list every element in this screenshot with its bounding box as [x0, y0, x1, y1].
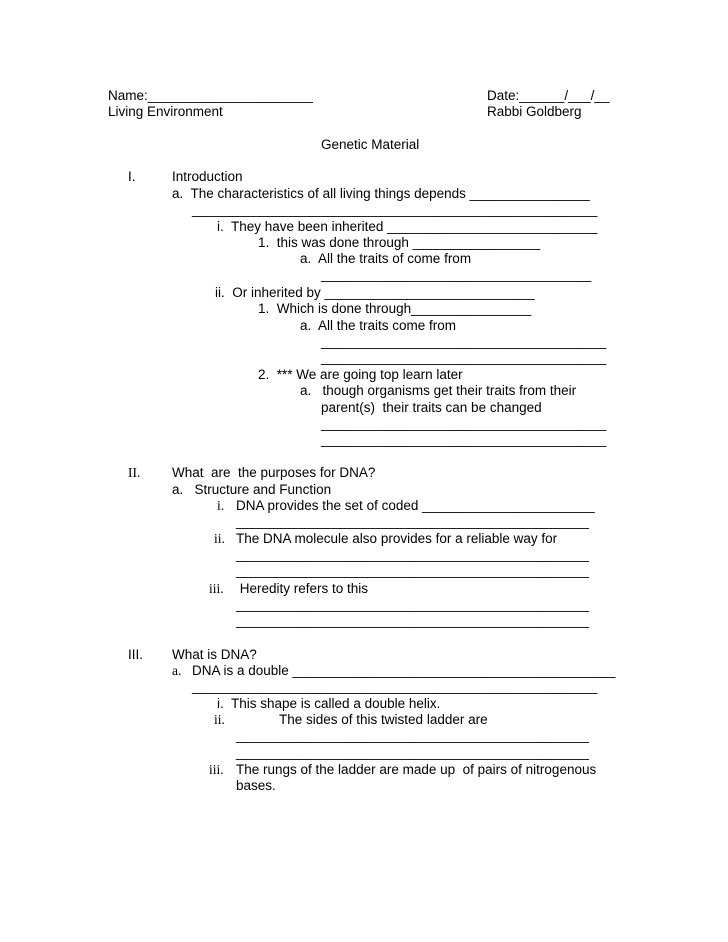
section-2-item-a: a. Structure and Function: [172, 482, 332, 497]
section-2-numeral: II.: [128, 465, 141, 480]
section-3-heading: What is DNA?: [172, 647, 257, 662]
section-3-item-iii-numeral: iii.: [209, 762, 224, 777]
section-2-item-i-blank: _______________________________________________: [236, 514, 589, 529]
section-1-item-i: i. They have been inherited ____________________________: [217, 219, 598, 234]
section-1-item-a-blank: ______________________________________________________: [192, 202, 598, 217]
section-3-item-ii-blank-2: _______________________________________________: [236, 745, 589, 760]
section-2-item-iii-numeral: iii.: [209, 581, 224, 596]
section-2-heading: What are the purposes for DNA?: [172, 465, 376, 480]
name-field: Name:______________________: [108, 88, 313, 103]
section-1-item-ii-2: 2. *** We are going top learn later: [258, 367, 463, 382]
section-1-item-ii-2-a: a. though organisms get their traits from their: [300, 383, 577, 398]
section-1-item-ii-1-a-blank-1: ______________________________________: [321, 334, 607, 349]
teacher-name: Rabbi Goldberg: [487, 104, 582, 119]
section-2-item-ii-numeral: ii.: [214, 531, 225, 546]
section-2-item-i-numeral: i.: [217, 498, 225, 513]
section-1-item-ii-1-a: a. All the traits come from: [300, 318, 457, 333]
section-3-item-a-blank: ______________________________________________________: [192, 679, 598, 694]
section-3-item-iii: The rungs of the ladder are made up of pairs of nitrogenous: [236, 762, 597, 777]
section-1-item-a: a. The characteristics of all living things depends ________________: [172, 186, 590, 201]
section-1-item-i-1-a-blank: ____________________________________: [321, 267, 592, 282]
section-1-item-ii-2-a-cont: parent(s) their traits can be changed: [321, 400, 542, 415]
date-field: Date:______/___/__: [487, 88, 610, 103]
section-1-heading: Introduction: [172, 169, 243, 184]
section-2-item-ii-blank-2: _______________________________________________: [236, 563, 589, 578]
section-2-item-iii-blank-2: _______________________________________________: [236, 613, 589, 628]
section-2-item-ii: The DNA molecule also provides for a reliable way for: [236, 531, 558, 546]
section-1-item-ii-2-a-blank-2: ______________________________________: [321, 432, 607, 447]
section-2-item-i: DNA provides the set of coded _______________________: [236, 498, 595, 513]
section-1-numeral: I.: [128, 169, 136, 184]
section-3-item-ii-numeral: ii.: [214, 712, 225, 727]
section-3-item-iii-cont: bases.: [236, 778, 276, 793]
section-2-item-ii-blank-1: _______________________________________________: [236, 547, 589, 562]
section-1-item-i-1: 1. this was done through _________________: [258, 235, 541, 250]
section-3-numeral: III.: [128, 647, 144, 662]
section-1-item-i-1-a: a. All the traits of come from: [300, 251, 472, 266]
section-3-item-a-numeral: a.: [172, 663, 182, 678]
section-1-item-ii-2-a-blank-1: ______________________________________: [321, 416, 607, 431]
section-1-item-ii-1: 1. Which is done through________________: [258, 301, 532, 316]
section-2-item-iii: Heredity refers to this: [236, 581, 369, 596]
page-title: Genetic Material: [321, 137, 420, 152]
course-name: Living Environment: [108, 104, 223, 119]
section-3-item-ii: The sides of this twisted ladder are: [279, 712, 488, 727]
section-3-item-a: DNA is a double ___________________________________________: [192, 663, 616, 678]
section-1-item-ii-1-a-blank-2: ______________________________________: [321, 350, 607, 365]
section-3-item-i: i. This shape is called a double helix.: [217, 696, 441, 711]
section-1-item-ii: ii. Or inherited by ____________________________: [215, 285, 535, 300]
section-3-item-ii-blank-1: _______________________________________________: [236, 728, 589, 743]
section-2-item-iii-blank-1: _______________________________________________: [236, 597, 589, 612]
